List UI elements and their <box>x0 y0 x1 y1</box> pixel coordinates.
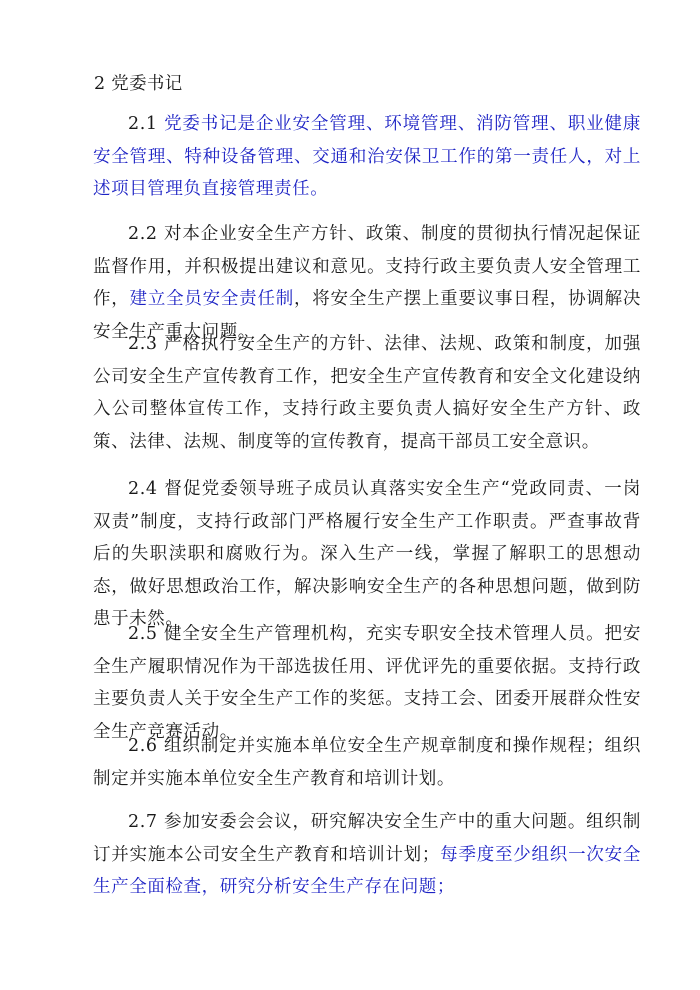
clause-number: 2.1 <box>128 114 165 134</box>
clause-2-3 <box>93 328 641 458</box>
clause-text: 2.2 对本企业安全生产方针、政策、制度的贯彻执行情况起保证监督作用，并积极提出建议和意见。支持行政主要负责人安全管理工作， <box>93 224 641 309</box>
highlighted-text: 每季度至少组织一次安全生产全面检查，研究分析安全生产存在问题； <box>93 844 641 897</box>
clause-text: 2.7 参加安委会会议，研究解决安全生产中的重大问题。组织制订并实施本公司安全生产教育和培训计划； <box>93 812 641 865</box>
section-heading: 2 党委书记 <box>94 74 183 94</box>
clause-2-4 <box>93 473 641 636</box>
clause-text: 2.3 严格执行安全生产的方针、法律、法规、政策和制度，加强公司安全生产宣传教育工作，把安全生产宣传教育和安全文化建设纳入公司整体宣传工作，支持行政主要负责人搞好安全生产方针、政策、法律、法规、制度等的宣传教育，提高干部员工安全意识。 <box>93 334 641 452</box>
clause-2-1 <box>93 108 641 206</box>
clause-2-5 <box>93 618 641 748</box>
clause-text: ，将安全生产摆上重要议事日程，协调解决安全生产重大问题。 <box>93 289 641 342</box>
clause-text: 2.6 组织制定并实施本单位安全生产规章制度和操作规程；组织制定并实施本单位安全生产教育和培训计划。 <box>93 736 641 789</box>
highlighted-text: 党委书记是企业安全管理、环境管理、消防管理、职业健康安全管理、特种设备管理、交通和治安保卫工作的第一责任人，对上述项目管理负直接管理责任。 <box>93 114 642 199</box>
clause-text: 2.4 督促党委领导班子成员认真落实安全生产“党政同责、一岗双责”制度，支持行政部门严格履行安全生产工作职责。严查事故背后的失职渎职和腐败行为。深入生产一线，掌握了解职工的思想动态，做好思想政治工作，解决影响安全生产的各种思想问题，做到防患于未然。 <box>93 479 641 629</box>
clause-2-6 <box>93 730 641 795</box>
clause-2-7 <box>93 806 641 904</box>
clause-text: 2.5 健全安全生产管理机构，充实专职安全技术管理人员。把安全生产履职情况作为干部选拔任用、评优评先的重要依据。支持行政主要负责人关于安全生产工作的奖惩。支持工会、团委开展群众性安全生产竞赛活动。 <box>93 624 641 742</box>
highlighted-text: 建立全员安全责任制 <box>129 289 294 309</box>
